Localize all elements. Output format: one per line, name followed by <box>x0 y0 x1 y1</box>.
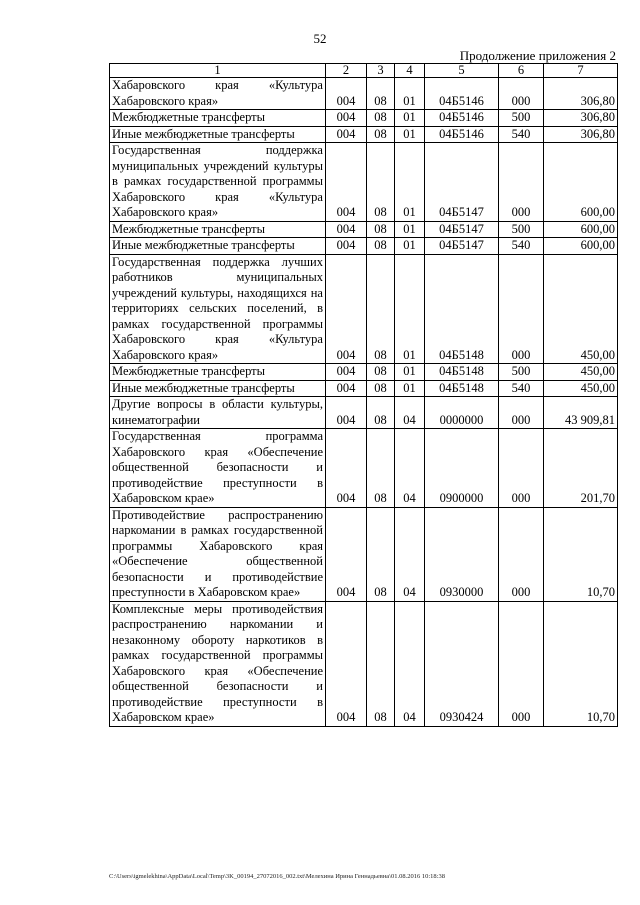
expense-type-code-cell: 000 <box>499 507 544 601</box>
ministry-code-cell: 004 <box>326 380 367 397</box>
subsection-code-cell: 01 <box>395 126 425 143</box>
amount-cell: 450,00 <box>544 364 618 381</box>
item-name-cell: Межбюджетные трансферты <box>110 364 326 381</box>
subsection-code-cell: 04 <box>395 397 425 429</box>
item-name-cell: Противодействие распространению наркомании в рамках государственной программы Хабаровского края «Обеспечение общественной безопасности и противодействие преступности в Хабаровском крае» <box>110 507 326 601</box>
ministry-code-cell: 004 <box>326 78 367 110</box>
amount-cell: 306,80 <box>544 126 618 143</box>
item-name-cell: Иные межбюджетные трансферты <box>110 126 326 143</box>
target-article-code-cell: 04Б5148 <box>425 254 499 364</box>
header-col-6: 6 <box>499 64 544 78</box>
header-col-2: 2 <box>326 64 367 78</box>
amount-cell: 201,70 <box>544 429 618 508</box>
table-row <box>110 601 618 726</box>
table-header-row <box>110 64 618 78</box>
header-col-7: 7 <box>544 64 618 78</box>
subsection-code-cell: 01 <box>395 364 425 381</box>
section-code-cell: 08 <box>367 143 395 222</box>
item-name-cell: Другие вопросы в области культуры, кинематографии <box>110 397 326 429</box>
item-name-cell: Государственная программа Хабаровского края «Обеспечение общественной безопасности и противодействие преступности в Хабаровском крае» <box>110 429 326 508</box>
table-row <box>110 126 618 143</box>
subsection-code-cell: 01 <box>395 380 425 397</box>
expense-type-code-cell: 540 <box>499 380 544 397</box>
table-row <box>110 397 618 429</box>
item-name-cell: Комплексные меры противодействия распространению наркомании и незаконному обороту наркотиков в рамках государственной программы Хабаровского края «Обеспечение общественной безопасности и противодействие преступности в Хабаровском крае» <box>110 601 326 726</box>
amount-cell: 10,70 <box>544 601 618 726</box>
target-article-code-cell: 04Б5148 <box>425 380 499 397</box>
header-col-5: 5 <box>425 64 499 78</box>
subsection-code-cell: 01 <box>395 143 425 222</box>
item-name-cell: Иные межбюджетные трансферты <box>110 380 326 397</box>
table-row <box>110 143 618 222</box>
section-code-cell: 08 <box>367 397 395 429</box>
target-article-code-cell: 0900000 <box>425 429 499 508</box>
ministry-code-cell: 004 <box>326 238 367 255</box>
expense-type-code-cell: 000 <box>499 254 544 364</box>
table-row <box>110 380 618 397</box>
section-code-cell: 08 <box>367 110 395 127</box>
ministry-code-cell: 004 <box>326 507 367 601</box>
amount-cell: 450,00 <box>544 254 618 364</box>
table-row <box>110 507 618 601</box>
expense-type-code-cell: 540 <box>499 126 544 143</box>
target-article-code-cell: 04Б5147 <box>425 238 499 255</box>
expense-type-code-cell: 500 <box>499 110 544 127</box>
expense-type-code-cell: 540 <box>499 238 544 255</box>
ministry-code-cell: 004 <box>326 221 367 238</box>
item-name-cell: Государственная поддержка лучших работников муниципальных учреждений культуры, находящихся на территориях сельских поселений, в рамках государственной программы Хабаровского края «Культура Хабаровского края» <box>110 254 326 364</box>
amount-cell: 43 909,81 <box>544 397 618 429</box>
amount-cell: 306,80 <box>544 78 618 110</box>
subsection-code-cell: 04 <box>395 429 425 508</box>
table-row <box>110 78 618 110</box>
target-article-code-cell: 0930424 <box>425 601 499 726</box>
section-code-cell: 08 <box>367 364 395 381</box>
section-code-cell: 08 <box>367 601 395 726</box>
subsection-code-cell: 04 <box>395 601 425 726</box>
header-col-3: 3 <box>367 64 395 78</box>
section-code-cell: 08 <box>367 254 395 364</box>
item-name-cell: Государственная поддержка муниципальных учреждений культуры в рамках государственной программы Хабаровского края «Культура Хабаровского края» <box>110 143 326 222</box>
table-row <box>110 429 618 508</box>
appendix-continuation-note: Продолжение приложения 2 <box>459 48 616 63</box>
target-article-code-cell: 04Б5146 <box>425 126 499 143</box>
subsection-code-cell: 01 <box>395 221 425 238</box>
page-number: 52 <box>313 31 327 46</box>
section-code-cell: 08 <box>367 126 395 143</box>
section-code-cell: 08 <box>367 238 395 255</box>
expense-type-code-cell: 000 <box>499 78 544 110</box>
expense-type-code-cell: 500 <box>499 364 544 381</box>
section-code-cell: 08 <box>367 429 395 508</box>
expense-type-code-cell: 000 <box>499 601 544 726</box>
amount-cell: 600,00 <box>544 238 618 255</box>
ministry-code-cell: 004 <box>326 110 367 127</box>
table-row <box>110 238 618 255</box>
item-name-cell: Межбюджетные трансферты <box>110 221 326 238</box>
expense-type-code-cell: 000 <box>499 143 544 222</box>
expense-type-code-cell: 000 <box>499 397 544 429</box>
subsection-code-cell: 01 <box>395 78 425 110</box>
section-code-cell: 08 <box>367 78 395 110</box>
expense-type-code-cell: 500 <box>499 221 544 238</box>
target-article-code-cell: 04Б5148 <box>425 364 499 381</box>
amount-cell: 450,00 <box>544 380 618 397</box>
section-code-cell: 08 <box>367 507 395 601</box>
expense-type-code-cell: 000 <box>499 429 544 508</box>
amount-cell: 600,00 <box>544 221 618 238</box>
subsection-code-cell: 04 <box>395 507 425 601</box>
ministry-code-cell: 004 <box>326 126 367 143</box>
target-article-code-cell: 04Б5147 <box>425 221 499 238</box>
target-article-code-cell: 0930000 <box>425 507 499 601</box>
ministry-code-cell: 004 <box>326 254 367 364</box>
header-col-1: 1 <box>110 64 326 78</box>
target-article-code-cell: 04Б5146 <box>425 110 499 127</box>
table-body <box>110 78 618 727</box>
amount-cell: 10,70 <box>544 507 618 601</box>
section-code-cell: 08 <box>367 380 395 397</box>
ministry-code-cell: 004 <box>326 397 367 429</box>
ministry-code-cell: 004 <box>326 429 367 508</box>
amount-cell: 306,80 <box>544 110 618 127</box>
subsection-code-cell: 01 <box>395 254 425 364</box>
table-row <box>110 254 618 364</box>
ministry-code-cell: 004 <box>326 143 367 222</box>
item-name-cell: Иные межбюджетные трансферты <box>110 238 326 255</box>
table-row <box>110 364 618 381</box>
table-row <box>110 221 618 238</box>
section-code-cell: 08 <box>367 221 395 238</box>
header-col-4: 4 <box>395 64 425 78</box>
amount-cell: 600,00 <box>544 143 618 222</box>
subsection-code-cell: 01 <box>395 238 425 255</box>
target-article-code-cell: 04Б5146 <box>425 78 499 110</box>
budget-table <box>109 63 618 727</box>
footer-file-path: C:\Users\igmelekhina\AppData\Local\Temp\3K_00194_27072016_002.txt\Мелехина Ирина Геннадьевна\01.08.2016 10:18:38 <box>109 873 445 880</box>
ministry-code-cell: 004 <box>326 364 367 381</box>
item-name-cell: Хабаровского края «Культура Хабаровского края» <box>110 78 326 110</box>
subsection-code-cell: 01 <box>395 110 425 127</box>
ministry-code-cell: 004 <box>326 601 367 726</box>
target-article-code-cell: 0000000 <box>425 397 499 429</box>
item-name-cell: Межбюджетные трансферты <box>110 110 326 127</box>
target-article-code-cell: 04Б5147 <box>425 143 499 222</box>
table-row <box>110 110 618 127</box>
